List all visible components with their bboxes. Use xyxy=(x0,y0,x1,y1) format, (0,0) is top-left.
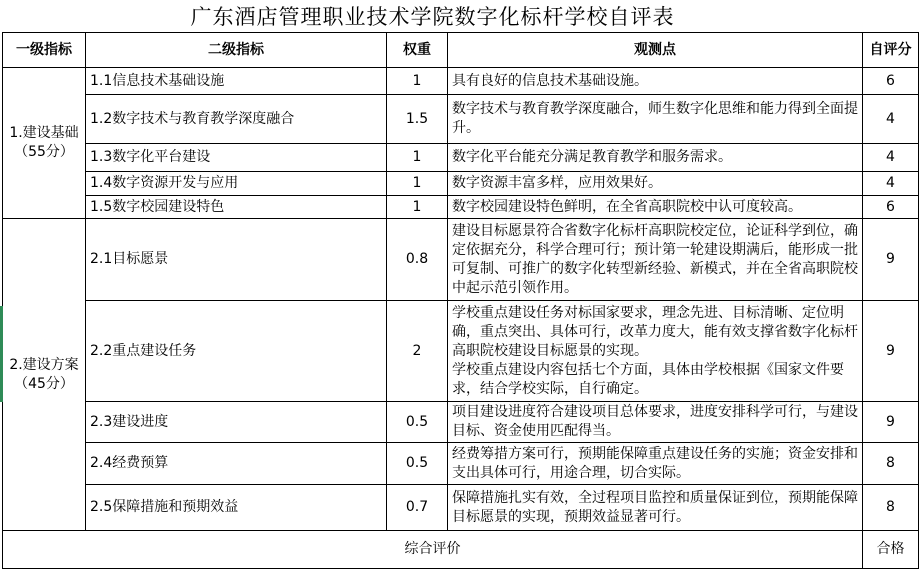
group-1-points: （55分） xyxy=(14,144,74,160)
indicator-cell: 1.1信息技术基础设施 xyxy=(86,68,387,95)
summary-result: 合格 xyxy=(863,531,919,569)
selection-marker xyxy=(0,306,3,402)
table-row xyxy=(3,219,919,301)
table-row xyxy=(3,68,919,95)
weight-cell: 1 xyxy=(387,172,448,196)
group-2-cell xyxy=(3,219,86,531)
observation-cell: 数字校园建设特色鲜明，在全省高职院校中认可度较高。 xyxy=(448,196,863,219)
score-cell: 8 xyxy=(863,443,919,485)
table-row xyxy=(3,196,919,219)
score-cell: 8 xyxy=(863,485,919,531)
observation-cell: 具有良好的信息技术基础设施。 xyxy=(448,68,863,95)
group-2-points: （45分） xyxy=(14,375,74,392)
score-cell: 6 xyxy=(863,196,919,219)
group-1-cell xyxy=(3,68,86,219)
header-observation: 观测点 xyxy=(448,33,863,68)
indicator-cell: 1.3数字化平台建设 xyxy=(86,144,387,172)
table-row xyxy=(3,172,919,196)
weight-cell: 0.8 xyxy=(387,219,448,301)
observation-cell: 保障措施扎实有效，全过程项目监控和质量保证到位，预期能保障目标愿景的实现，预期效益显著可行。 xyxy=(448,485,863,531)
indicator-cell: 1.4数字资源开发与应用 xyxy=(86,172,387,196)
summary-label: 综合评价 xyxy=(3,531,863,569)
weight-cell: 0.7 xyxy=(387,485,448,531)
score-cell: 4 xyxy=(863,172,919,196)
weight-cell: 1 xyxy=(387,144,448,172)
observation-text: 学校重点建设任务对标国家要求，理念先进、目标清晰、定位明确，重点突出、具体可行，改革力度大，能有效支撑省数字化标杆高职院校建设目标愿景的实现。 xyxy=(452,304,858,359)
header-weight: 权重 xyxy=(387,33,448,68)
weight-cell: 1 xyxy=(387,196,448,219)
score-cell: 9 xyxy=(863,301,919,402)
table-row xyxy=(3,144,919,172)
table-row xyxy=(3,95,919,144)
table-row xyxy=(3,443,919,485)
group-1-name: 1.建设基础 xyxy=(9,125,79,141)
header-row xyxy=(3,33,919,68)
observation-cell: 经费筹措方案可行，预期能保障重点建设任务的实施；资金安排和支出具体可行，用途合理，切合实际。 xyxy=(448,443,863,485)
indicator-cell: 2.4经费预算 xyxy=(86,443,387,485)
weight-cell: 0.5 xyxy=(387,402,448,443)
indicator-cell: 2.3建设进度 xyxy=(86,402,387,443)
evaluation-table xyxy=(2,32,919,569)
score-cell: 4 xyxy=(863,95,919,144)
table-row xyxy=(3,485,919,531)
group-2-name: 2.建设方案 xyxy=(9,356,79,373)
table-row xyxy=(3,402,919,443)
observation-cell: 数字化平台能充分满足教育教学和服务需求。 xyxy=(448,144,863,172)
indicator-cell: 1.2数字技术与教育教学深度融合 xyxy=(86,95,387,144)
observation-cell: 建设目标愿景符合省数字化标杆高职院校定位，论证科学到位，确定依据充分，科学合理可行；预计第一轮建设期满后，能形成一批可复制、可推广的数字化转型新经验、新模式，并在全省高职院校中起示范引领作用。 xyxy=(448,219,863,301)
header-level1: 一级指标 xyxy=(3,33,86,68)
observation-cell: 数字技术与教育教学深度融合，师生数字化思维和能力得到全面提升。 xyxy=(448,95,863,144)
weight-cell: 2 xyxy=(387,301,448,402)
indicator-cell: 2.1目标愿景 xyxy=(86,219,387,301)
score-cell: 9 xyxy=(863,219,919,301)
indicator-cell: 2.2重点建设任务 xyxy=(86,301,387,402)
observation-text-2: 学校重点建设内容包括七个方面，具体由学校根据《国家文件要求，结合学校实际，自行确定。 xyxy=(452,361,844,397)
observation-cell: 数字资源丰富多样，应用效果好。 xyxy=(448,172,863,196)
score-cell: 6 xyxy=(863,68,919,95)
weight-cell: 1 xyxy=(387,68,448,95)
indicator-cell: 2.5保障措施和预期效益 xyxy=(86,485,387,531)
header-level2: 二级指标 xyxy=(86,33,387,68)
table-row xyxy=(3,301,919,402)
summary-row xyxy=(3,531,919,569)
weight-cell: 0.5 xyxy=(387,443,448,485)
page-title: 广东酒店管理职业技术学院数字化标杆学校自评表 xyxy=(190,5,675,29)
score-cell: 9 xyxy=(863,402,919,443)
observation-cell xyxy=(448,301,863,402)
observation-cell: 项目建设进度符合建设项目总体要求，进度安排科学可行，与建设目标、资金使用匹配得当。 xyxy=(448,402,863,443)
header-score: 自评分 xyxy=(863,33,919,68)
indicator-cell: 1.5数字校园建设特色 xyxy=(86,196,387,219)
weight-cell: 1.5 xyxy=(387,95,448,144)
score-cell: 4 xyxy=(863,144,919,172)
